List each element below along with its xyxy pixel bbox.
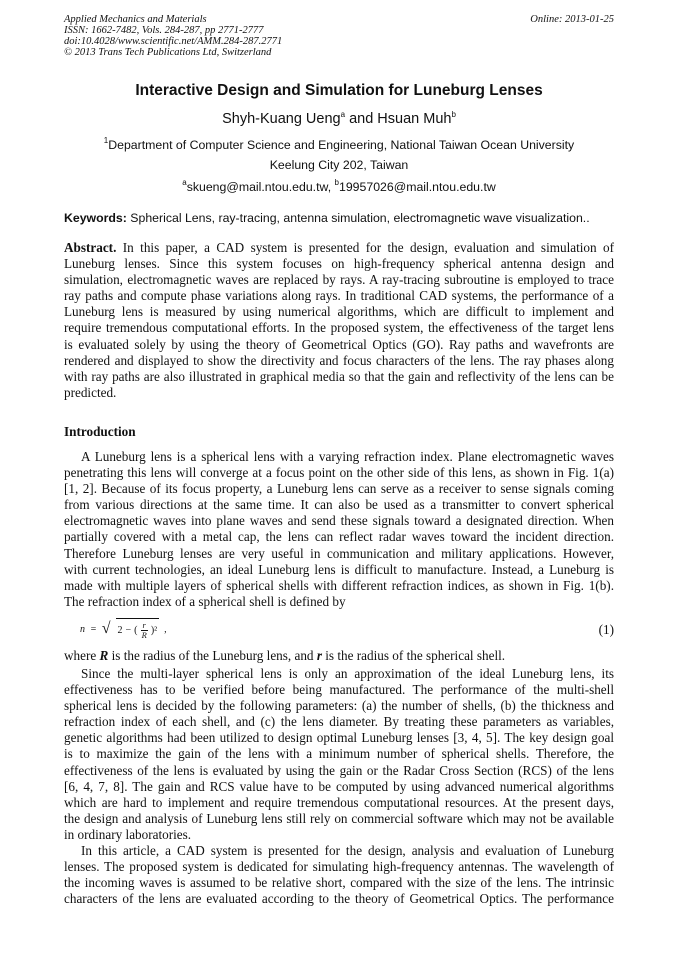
text-line: [64, 546, 614, 562]
intro-paragraph-3: [64, 843, 614, 907]
text-line: [64, 304, 614, 320]
author-2: and Hsuan Muh: [345, 111, 452, 127]
where-line: [64, 648, 614, 664]
text-line: [64, 578, 614, 594]
introduction-heading: Introduction: [64, 424, 136, 439]
eq-den: R: [141, 630, 147, 640]
keywords-label: Keywords:: [64, 211, 127, 225]
line-text: electromagnetic waves into plane waves and send these signals toward a designated direction. When: [64, 513, 614, 529]
where-text: where: [64, 648, 100, 663]
line-text: ray paths and compute phase variations along rays. In traditional CAD systems, the performance of a: [64, 288, 614, 304]
line-text: [6, 4, 7, 8]. The gain and RCS value have to be computed by using advanced numerical algorithms: [64, 778, 614, 794]
journal-name: Applied Mechanics and Materials: [64, 14, 207, 25]
text-line: [64, 795, 614, 811]
line-text: simulation, electromagnetic waves are replaced by rays. A ray-tracing subroutine is employed to trace: [64, 272, 614, 288]
text-line: [64, 240, 614, 256]
text-line: [64, 337, 614, 353]
line-text: made with multiple layers of spherical shells with different refraction indices, as shown in Fig. 1(b).: [64, 577, 614, 593]
line-text: refraction index of each shell, and (c) the lens diameter. By treating these parameters as variables,: [64, 714, 614, 730]
eq-equals: =: [90, 623, 97, 635]
text-line: [64, 481, 614, 497]
email-a-sup: a: [182, 178, 187, 187]
line-text: Luneburg lens is measured by using numerical algorithms, which are difficult to implement and: [64, 304, 614, 320]
line-text: with ray paths are also illustrated in graphical media so that the gain and reflectivity of the lens can be: [64, 368, 614, 384]
equation-number: (1): [598, 622, 614, 637]
keywords: [64, 211, 590, 225]
text-line: [64, 843, 614, 859]
text-line: [64, 730, 614, 746]
doi: doi:10.4028/www.scientific.net/AMM.284-287.2771: [64, 36, 283, 47]
line-text: lenses. The proposed system is dedicated for simulating high-frequency antennas. The wavelength of: [64, 859, 614, 875]
paper-title: Interactive Design and Simulation for Luneburg Lenses: [135, 82, 543, 99]
journal-info: [64, 14, 282, 58]
line-text: effectiveness of the lens is evaluated by using the gain or the Radar Cross Section (RCS) of the lens: [64, 762, 614, 778]
keywords-text: Spherical Lens, ray-tracing, antenna simulation, electromagnetic wave visualization..: [126, 211, 590, 225]
text-line: [64, 497, 614, 513]
text-line: [64, 763, 614, 779]
text-line: [64, 698, 614, 714]
line-text: Luneburg lenses. Since this system focuses on high-frequency spherical antenna design and: [64, 256, 614, 272]
author-1-sup: a: [340, 110, 346, 119]
online-date: Online: 2013-01-25: [530, 14, 614, 25]
eq-num: r: [142, 620, 146, 630]
line-text: A Luneburg lens is a spherical lens with a varying refraction index. Plane electromagnetic waves: [81, 449, 614, 464]
text-line: [64, 256, 614, 272]
text-line: [64, 714, 614, 730]
eq-close: )²: [150, 625, 158, 636]
copyright: © 2013 Trans Tech Publications Ltd, Switzerland: [64, 47, 272, 58]
line-text: is to maximize the gain of the lens with a minimum number of spherical shells. Therefore, the: [64, 746, 614, 762]
line-text: spherical lens is decided by the following parameters: (a) the number of shells, (b) the thickness and: [64, 698, 614, 714]
text-line: [64, 272, 614, 288]
line-text: rendered and displayed to show the directivity and focus characters of the lens. The ray phases along: [64, 352, 614, 368]
var-r: r: [316, 648, 322, 663]
affiliation-sup: 1: [103, 136, 109, 145]
abstract-label: Abstract.: [64, 240, 117, 255]
equation-1: [80, 618, 167, 640]
line-text: penetrating this lens will converge at a focus point on the other side of this lens, as shown in Fig. 1(a): [64, 465, 614, 481]
eq-open: (: [134, 625, 138, 636]
text-line: [64, 811, 614, 827]
text-line: [64, 779, 614, 795]
line-text: from various directions at the same time. It can also be used as a transmitter to convert spherical: [64, 497, 614, 513]
text-line: [64, 682, 614, 698]
line-text: Therefore Luneburg lenses are very useful in communication and military applications. However,: [64, 545, 614, 561]
text-line: [64, 369, 614, 385]
intro-paragraph-2: [64, 666, 614, 843]
line-text: which are hard to implement and require tremendous computational resources. At the present days,: [64, 794, 614, 810]
text-line: [64, 449, 614, 465]
eq-fraction: [141, 621, 148, 640]
text-line: [64, 385, 614, 401]
line-text: characters of the lens are evaluated according to the theory of Geometrical Optics. The performance: [64, 891, 614, 907]
intro-paragraph-1: [64, 449, 614, 610]
text-line: [64, 594, 614, 610]
line-text: is evaluated solely by using the theory of Geometrical Optics (GO). Ray paths and wavefronts are: [64, 336, 614, 352]
eq-radicand: [116, 618, 160, 640]
line-text: the design and analysis of Luneburg lens still rely on commercial software which may not be available: [64, 810, 614, 826]
line-text: with current technologies, an ideal Luneburg lens is difficult to manufacture. Instead, a Luneburg is: [64, 561, 614, 577]
line-text: [1, 2]. Because of its focus property, a Luneburg lens can serve as a receiver to sense signals coming: [64, 481, 614, 497]
text-line: [64, 562, 614, 578]
line-text: The refraction index of a spherical shell is defined by: [64, 593, 346, 609]
line-text: predicted.: [64, 384, 117, 400]
issn: ISSN: 1662-7482, Vols. 284-287, pp 2771-2777: [64, 25, 264, 36]
text-line: [64, 859, 614, 875]
author-1: Shyh-Kuang Ueng: [222, 111, 341, 127]
line-text: partially covered with a metal cap, the lens can reflect radar waves toward the incident direction.: [64, 529, 614, 545]
sqrt-sign-icon: √: [101, 620, 111, 637]
line-text: In this article, a CAD system is presented for the design, analysis and evaluation of Luneburg: [81, 843, 614, 858]
email-b: 19957026@mail.ntou.edu.tw: [339, 180, 496, 194]
line-text: in ordinary laboratories.: [64, 826, 192, 842]
text-line: [64, 465, 614, 481]
text-line: [64, 288, 614, 304]
text-line: [64, 875, 614, 891]
line-text: effectiveness has to be verified before being manufactured. The performance of the multi-shell: [64, 682, 614, 698]
affiliation-city: Keelung City 202, Taiwan: [269, 158, 409, 172]
author-2-sup: b: [451, 110, 456, 119]
authors: [0, 111, 678, 127]
var-R: R: [99, 648, 109, 663]
affiliation-dept: Department of Computer Science and Engineering, National Taiwan Ocean University: [108, 138, 575, 152]
text-line: [64, 320, 614, 336]
line-text: the incoming waves is assumed to be relative short, compared with the size of the lens. The intrinsic: [64, 875, 614, 891]
text-line: [64, 513, 614, 529]
text-line: [64, 666, 614, 682]
eq-lhs: n: [80, 623, 85, 635]
abstract: [64, 240, 614, 401]
text-line: [64, 891, 614, 907]
text-line: [64, 353, 614, 369]
eq-comma: ,: [164, 623, 167, 635]
affiliation: [0, 138, 678, 152]
eq-minus: −: [125, 625, 132, 636]
where-text: is the radius of the spherical shell.: [321, 648, 506, 663]
line-text: genetic algorithms had been utilized to design optimal Luneburg lenses [3, 4, 5]. The key design goal: [64, 730, 614, 746]
text-line: [64, 827, 614, 843]
line-text: In this paper, a CAD system is presented for the design, evaluation and simulation of: [116, 240, 614, 255]
eq-two: 2: [117, 625, 123, 636]
email-b-sup: b: [334, 178, 339, 187]
emails: [0, 180, 678, 194]
where-text: is the radius of the Luneburg lens, and: [108, 648, 317, 663]
text-line: [64, 529, 614, 545]
email-a: skueng@mail.ntou.edu.tw,: [186, 180, 335, 194]
line-text: Since the multi-layer spherical lens is only an approximation of the ideal Luneburg lens, its: [81, 666, 614, 681]
line-text: require tremendous computational efforts. In the proposed system, the effectiveness of the target lens: [64, 320, 614, 336]
text-line: [64, 746, 614, 762]
